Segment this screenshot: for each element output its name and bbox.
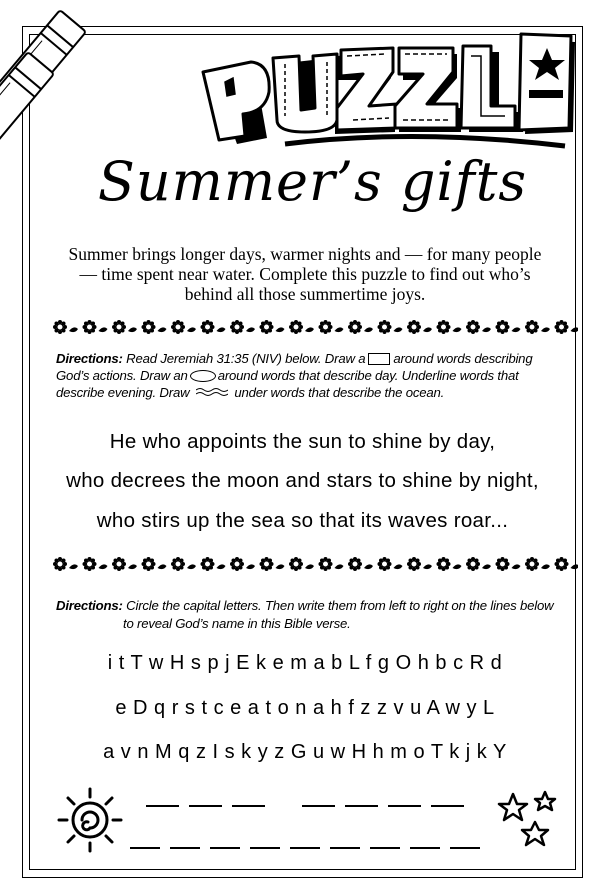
flower-icon xyxy=(319,320,344,334)
answer-blank[interactable] xyxy=(210,847,240,849)
flower-icon xyxy=(83,557,108,571)
answer-blank[interactable] xyxy=(189,805,222,807)
answer-blank[interactable] xyxy=(388,805,421,807)
letter-row-1: i t T w H s p j E k e m a b L f g O h b c R d xyxy=(107,652,503,674)
flower-icon xyxy=(142,557,167,571)
answer-blank[interactable] xyxy=(146,805,179,807)
intro-text: Summer brings longer days, warmer nights and — for many people — time spent near water. Complete this puzzle to find out who’s behind all those summertime joys. xyxy=(68,244,542,304)
oval-symbol-icon xyxy=(190,370,216,382)
flower-icon xyxy=(171,320,196,334)
flower-icon xyxy=(289,320,314,334)
directions-1-part1: Read Jeremiah 31:35 (NIV) below. Draw a xyxy=(126,351,366,366)
sun-icon xyxy=(55,785,125,855)
flower-icon xyxy=(437,320,462,334)
answer-blank[interactable] xyxy=(345,805,378,807)
flower-border-icon xyxy=(48,553,578,575)
directions-2-line2: to reveal God’s name in this Bible verse. xyxy=(123,616,351,631)
answer-blank[interactable] xyxy=(130,847,160,849)
flower-icon xyxy=(348,557,373,571)
answer-blank[interactable] xyxy=(250,847,280,849)
answer-blank[interactable] xyxy=(170,847,200,849)
flower-icon xyxy=(142,320,167,334)
answer-blank[interactable] xyxy=(370,847,400,849)
flower-icon xyxy=(260,320,285,334)
flower-border-icon xyxy=(48,316,578,338)
flower-icon xyxy=(525,320,550,334)
flower-icon xyxy=(112,320,137,334)
flower-icon xyxy=(378,557,403,571)
flower-icon xyxy=(466,557,491,571)
flower-icon xyxy=(407,320,432,334)
answer-blank[interactable] xyxy=(431,805,464,807)
box-symbol-icon xyxy=(368,353,390,365)
flower-icon xyxy=(53,557,78,571)
directions-2 xyxy=(56,597,576,633)
flower-icon xyxy=(201,320,226,334)
answer-blank[interactable] xyxy=(232,805,265,807)
flower-icon xyxy=(83,320,108,334)
page-title: Summer’s gifts xyxy=(97,150,528,213)
flower-icon xyxy=(466,320,491,334)
flower-icon xyxy=(319,557,344,571)
answer-blank[interactable] xyxy=(290,847,320,849)
verse-line-2: who decrees the moon and stars to shine by night, xyxy=(66,469,539,492)
flower-icon xyxy=(260,557,285,571)
flower-icon xyxy=(496,557,521,571)
puzzle-logo xyxy=(185,20,580,160)
flower-icon xyxy=(171,557,196,571)
wave-symbol-icon xyxy=(196,387,228,397)
directions-1-part4: under words that describe the ocean. xyxy=(234,385,445,400)
flower-icon xyxy=(112,557,137,571)
flower-icon xyxy=(407,557,432,571)
answer-blank[interactable] xyxy=(450,847,480,849)
flower-icon xyxy=(496,320,521,334)
letter-row-2: e D q r s t c e a t o n a h f z z v u A w y L xyxy=(115,697,495,719)
flower-icon xyxy=(230,557,255,571)
flower-icon xyxy=(555,320,579,334)
verse-line-1: He who appoints the sun to shine by day, xyxy=(109,430,496,453)
directions-2-line1: Circle the capital letters. Then write them from left to right on the lines below xyxy=(126,598,554,613)
flower-icon xyxy=(53,320,78,334)
flower-icon xyxy=(348,320,373,334)
directions-label: Directions: xyxy=(56,598,123,613)
directions-1 xyxy=(56,350,556,401)
flower-icon xyxy=(289,557,314,571)
directions-label: Directions: xyxy=(56,351,123,366)
flower-icon xyxy=(525,557,550,571)
stars-icon xyxy=(495,790,565,850)
flower-icon xyxy=(437,557,462,571)
letter-row-3: a v n M q z I s k y z G u w H h m o T k j k Y xyxy=(103,741,507,763)
directions-1-part2: around words describing God’s actions. Draw an xyxy=(56,351,533,383)
answer-blank[interactable] xyxy=(302,805,335,807)
flower-icon xyxy=(230,320,255,334)
answer-blank[interactable] xyxy=(330,847,360,849)
flower-icon xyxy=(555,557,579,571)
answer-blank[interactable] xyxy=(410,847,440,849)
verse-line-3: who stirs up the sea so that its waves roar... xyxy=(96,509,509,532)
flower-icon xyxy=(378,320,403,334)
directions-1-part3: around words that describe day. Underline words that describe evening. Draw xyxy=(56,368,519,400)
flower-icon xyxy=(201,557,226,571)
